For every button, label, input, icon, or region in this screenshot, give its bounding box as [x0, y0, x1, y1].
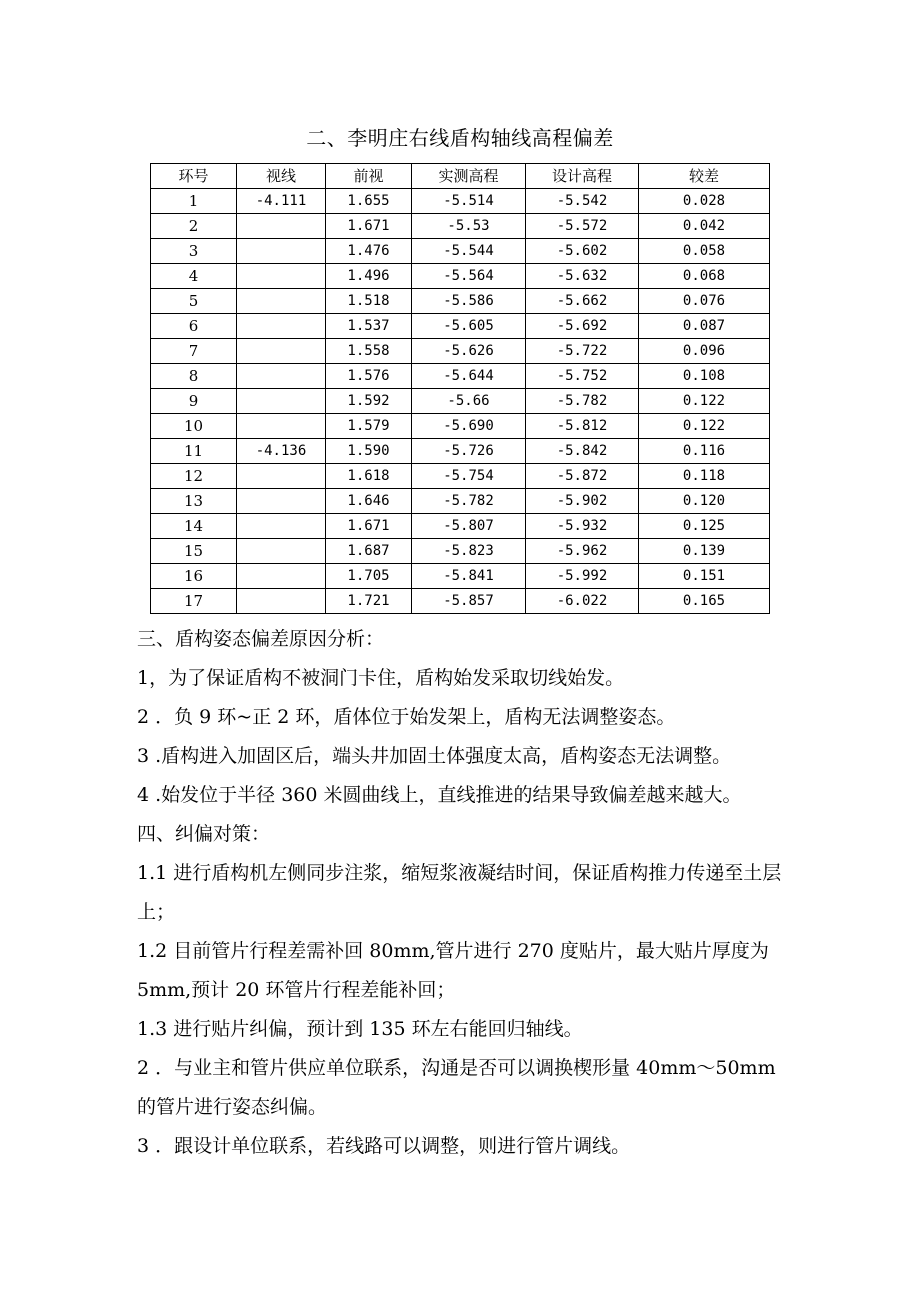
- foresight-cell: 1.655: [326, 189, 412, 214]
- elevation-deviation-table: [150, 163, 770, 614]
- design-elevation-cell: -6.022: [526, 589, 639, 614]
- sight-cell: [237, 239, 326, 264]
- table-row: [151, 264, 770, 289]
- measure-item-1-2: 1.2 目前管片行程差需补回 80mm,管片进行 270 度贴片，最大贴片厚度为 5mm,预计 20 环管片行程差能补回；: [137, 940, 769, 1001]
- measured-elevation-cell: -5.690: [412, 414, 526, 439]
- sight-cell: [237, 389, 326, 414]
- foresight-cell: 1.592: [326, 389, 412, 414]
- measure-item-1-3: 1.3 进行贴片纠偏，预计到 135 环左右能回归轴线。: [137, 1018, 583, 1040]
- sight-cell: [237, 564, 326, 589]
- design-elevation-cell: -5.692: [526, 314, 639, 339]
- table-row: [151, 514, 770, 539]
- sight-cell: [237, 489, 326, 514]
- measure-item-3: 3 ．跟设计单位联系，若线路可以调整，则进行管片调线。: [137, 1135, 631, 1157]
- foresight-cell: 1.671: [326, 514, 412, 539]
- design-elevation-cell: -5.902: [526, 489, 639, 514]
- foresight-cell: 1.646: [326, 489, 412, 514]
- measured-elevation-cell: -5.823: [412, 539, 526, 564]
- table-row: [151, 214, 770, 239]
- difference-cell: 0.068: [639, 264, 770, 289]
- measured-elevation-cell: -5.644: [412, 364, 526, 389]
- ring-number-cell: 1: [151, 189, 237, 214]
- ring-number-cell: 5: [151, 289, 237, 314]
- difference-cell: 0.028: [639, 189, 770, 214]
- measured-elevation-cell: -5.626: [412, 339, 526, 364]
- measure-item-2: 2 ．与业主和管片供应单位联系，沟通是否可以调换楔形量 40mm～50mm 的管片进行姿态纠偏。: [137, 1057, 776, 1118]
- table-row: [151, 339, 770, 364]
- header-sight: 视线: [237, 164, 326, 189]
- foresight-cell: 1.537: [326, 314, 412, 339]
- cause-item-1: 1，为了保证盾构不被洞门卡住，盾构始发采取切线始发。: [137, 667, 625, 689]
- difference-cell: 0.139: [639, 539, 770, 564]
- difference-cell: 0.076: [639, 289, 770, 314]
- measured-elevation-cell: -5.807: [412, 514, 526, 539]
- design-elevation-cell: -5.572: [526, 214, 639, 239]
- difference-cell: 0.118: [639, 464, 770, 489]
- ring-number-cell: 13: [151, 489, 237, 514]
- table-row: [151, 414, 770, 439]
- foresight-cell: 1.687: [326, 539, 412, 564]
- ring-number-cell: 16: [151, 564, 237, 589]
- difference-cell: 0.120: [639, 489, 770, 514]
- header-difference: 较差: [639, 164, 770, 189]
- table-row: [151, 489, 770, 514]
- measured-elevation-cell: -5.514: [412, 189, 526, 214]
- measured-elevation-cell: -5.544: [412, 239, 526, 264]
- difference-cell: 0.165: [639, 589, 770, 614]
- table-row: [151, 564, 770, 589]
- table-row: [151, 439, 770, 464]
- header-foresight: 前视: [326, 164, 412, 189]
- difference-cell: 0.125: [639, 514, 770, 539]
- foresight-cell: 1.518: [326, 289, 412, 314]
- sight-cell: -4.136: [237, 439, 326, 464]
- design-elevation-cell: -5.782: [526, 389, 639, 414]
- sight-cell: [237, 289, 326, 314]
- foresight-cell: 1.671: [326, 214, 412, 239]
- cause-item-3: 3 .盾构进入加固区后，端头井加固土体强度太高，盾构姿态无法调整。: [137, 745, 732, 767]
- difference-cell: 0.087: [639, 314, 770, 339]
- sight-cell: -4.111: [237, 189, 326, 214]
- table-row: [151, 289, 770, 314]
- sight-cell: [237, 214, 326, 239]
- sight-cell: [237, 514, 326, 539]
- sight-cell: [237, 364, 326, 389]
- difference-cell: 0.151: [639, 564, 770, 589]
- table-row: [151, 189, 770, 214]
- heading-cause-analysis: 三、盾构姿态偏差原因分析：: [137, 628, 385, 650]
- measured-elevation-cell: -5.564: [412, 264, 526, 289]
- design-elevation-cell: -5.752: [526, 364, 639, 389]
- measured-elevation-cell: -5.53: [412, 214, 526, 239]
- measure-item-1-1: 1.1 进行盾构机左侧同步注浆，缩短浆液凝结时间，保证盾构推力传递至土层上；: [137, 862, 782, 923]
- table-row: [151, 364, 770, 389]
- foresight-cell: 1.579: [326, 414, 412, 439]
- design-elevation-cell: -5.632: [526, 264, 639, 289]
- ring-number-cell: 6: [151, 314, 237, 339]
- ring-number-cell: 10: [151, 414, 237, 439]
- table-row: [151, 389, 770, 414]
- sight-cell: [237, 264, 326, 289]
- foresight-cell: 1.558: [326, 339, 412, 364]
- design-elevation-cell: -5.932: [526, 514, 639, 539]
- cause-item-2: 2 ．负 9 环~正 2 环，盾体位于始发架上，盾构无法调整姿态。: [137, 706, 676, 728]
- ring-number-cell: 9: [151, 389, 237, 414]
- sight-cell: [237, 589, 326, 614]
- table-row: [151, 239, 770, 264]
- header-measured-elevation: 实测高程: [412, 164, 526, 189]
- design-elevation-cell: -5.542: [526, 189, 639, 214]
- header-ring-number: 环号: [151, 164, 237, 189]
- ring-number-cell: 2: [151, 214, 237, 239]
- foresight-cell: 1.618: [326, 464, 412, 489]
- design-elevation-cell: -5.992: [526, 564, 639, 589]
- header-design-elevation: 设计高程: [526, 164, 639, 189]
- sight-cell: [237, 414, 326, 439]
- difference-cell: 0.058: [639, 239, 770, 264]
- ring-number-cell: 12: [151, 464, 237, 489]
- design-elevation-cell: -5.872: [526, 464, 639, 489]
- heading-corrective-measures: 四、纠偏对策：: [137, 823, 271, 845]
- table-row: [151, 464, 770, 489]
- design-elevation-cell: -5.722: [526, 339, 639, 364]
- difference-cell: 0.116: [639, 439, 770, 464]
- section-title: 二、李明庄右线盾构轴线高程偏差: [306, 126, 614, 150]
- sight-cell: [237, 539, 326, 564]
- difference-cell: 0.096: [639, 339, 770, 364]
- ring-number-cell: 17: [151, 589, 237, 614]
- sight-cell: [237, 314, 326, 339]
- measured-elevation-cell: -5.782: [412, 489, 526, 514]
- ring-number-cell: 11: [151, 439, 237, 464]
- cause-item-4: 4 .始发位于半径 360 米圆曲线上，直线推进的结果导致偏差越来越大。: [137, 784, 742, 806]
- foresight-cell: 1.705: [326, 564, 412, 589]
- design-elevation-cell: -5.962: [526, 539, 639, 564]
- design-elevation-cell: -5.602: [526, 239, 639, 264]
- measured-elevation-cell: -5.605: [412, 314, 526, 339]
- foresight-cell: 1.590: [326, 439, 412, 464]
- difference-cell: 0.108: [639, 364, 770, 389]
- table-row: [151, 314, 770, 339]
- measured-elevation-cell: -5.726: [412, 439, 526, 464]
- ring-number-cell: 8: [151, 364, 237, 389]
- design-elevation-cell: -5.842: [526, 439, 639, 464]
- foresight-cell: 1.721: [326, 589, 412, 614]
- difference-cell: 0.122: [639, 414, 770, 439]
- table-header-row: [151, 164, 770, 189]
- ring-number-cell: 4: [151, 264, 237, 289]
- design-elevation-cell: -5.662: [526, 289, 639, 314]
- ring-number-cell: 15: [151, 539, 237, 564]
- ring-number-cell: 7: [151, 339, 237, 364]
- sight-cell: [237, 464, 326, 489]
- table-row: [151, 539, 770, 564]
- table-row: [151, 589, 770, 614]
- foresight-cell: 1.476: [326, 239, 412, 264]
- analysis-text: [137, 620, 797, 1166]
- foresight-cell: 1.496: [326, 264, 412, 289]
- ring-number-cell: 3: [151, 239, 237, 264]
- measured-elevation-cell: -5.841: [412, 564, 526, 589]
- ring-number-cell: 14: [151, 514, 237, 539]
- difference-cell: 0.042: [639, 214, 770, 239]
- difference-cell: 0.122: [639, 389, 770, 414]
- sight-cell: [237, 339, 326, 364]
- measured-elevation-cell: -5.754: [412, 464, 526, 489]
- measured-elevation-cell: -5.857: [412, 589, 526, 614]
- measured-elevation-cell: -5.66: [412, 389, 526, 414]
- measured-elevation-cell: -5.586: [412, 289, 526, 314]
- design-elevation-cell: -5.812: [526, 414, 639, 439]
- foresight-cell: 1.576: [326, 364, 412, 389]
